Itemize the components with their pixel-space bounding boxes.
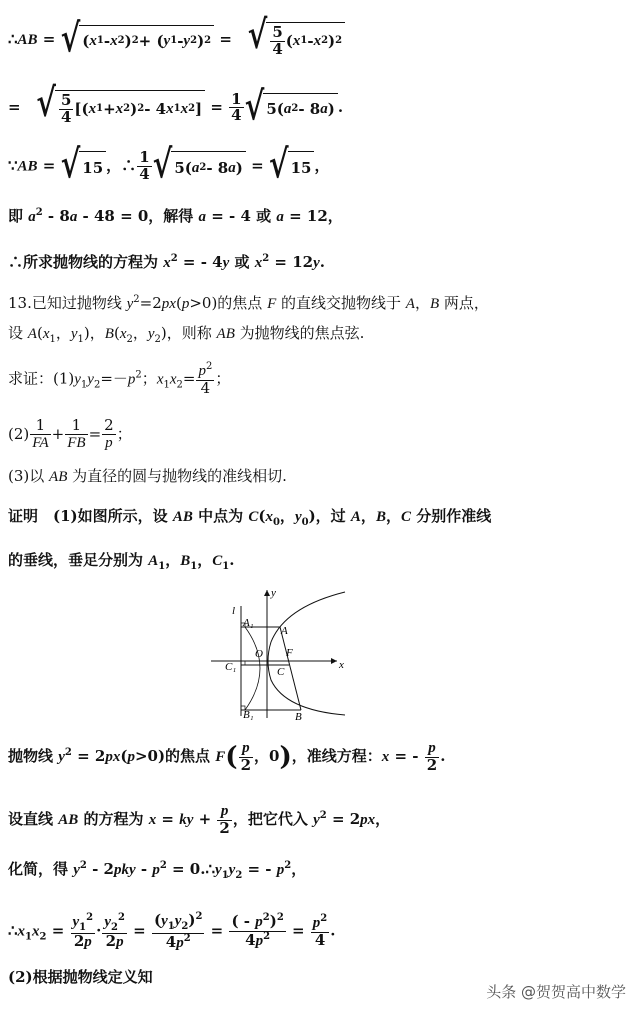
line-ab-equation: 设直线 AB 的方程为 x = ky + $\frac{p}{2}$ ，把它代入 $y^2 = 2px$， (8, 803, 391, 837)
eq2-render: = √ $\frac{5}{4}$ [( x 1 + x 2 ) 2 - 4 x 1 x 2 ] = $\frac{1}{4}$ √ 5( a 2 - 8 a ) . (8, 80, 344, 130)
parabola-figure (205, 582, 355, 722)
problem-13-statement: 13.已知过抛物线 $y^2=2px(p>0)$的焦点 F 的直线交抛物线于 A，B 两点， (8, 294, 489, 312)
proof-intro: 证明 (1)如图所示，设 AB 中点为 $C(x_0$，$y_0$)，过 A，B，C 分别作准线 (8, 507, 492, 528)
eq3-render: ∵AB = √ 15 ，∴ $\frac{1}{4}$ √ 5( a 2 - 8 a ) = √ 15 ， (8, 142, 330, 189)
label-B: B (295, 711, 302, 722)
label-A1: A₁ (243, 617, 254, 629)
problem-13-definition: 设 $A(x_1$，$y_1$)，$B(x_2$，$y_2$)，则称 AB 为抛物线的焦点弦. (8, 324, 365, 345)
focus-and-directrix: 抛物线 $y^2 = 2px(p>0)$的焦点 F( $\frac{p}{2}$ ，0)，准线方程：x = - $\frac{p}{2}$ . (8, 740, 446, 774)
parabola-curve (268, 592, 345, 715)
label-F: F (286, 647, 293, 659)
prove-part-2: (2) $\frac{1}{FA}$ + $\frac{1}{FB}$ = $\frac{2}{p}$ ； (8, 416, 132, 451)
watermark: 头条 @贺贺高中数学 (486, 983, 626, 1001)
simplify-step: 化简，得 $y^2 - 2pky - p^2$ = $0.\therefore y_1y_2$ = - $p^2$， (8, 860, 307, 881)
label-C: C (277, 666, 285, 678)
label-A: A (281, 625, 288, 637)
part-2-start: (2)根据抛物线定义知 (8, 968, 153, 986)
label-x: x (339, 659, 344, 671)
x1x2-derivation: $\therefore x_1x_2$ = $\frac{y_1^2}{2p}$ · $\frac{y_2^2}{2p}$ = $\frac{(y_1y_2)^2}{4p^2}$ = $\frac{( - p^2)^2}{4p^2}$ = $\frac{p^2}{4}$ . (8, 911, 336, 951)
label-l: l (232, 605, 236, 617)
prove-part-3: (3)以 AB 为直径的圆与抛物线的准线相切. (8, 467, 287, 485)
eq4-render: 即 $a^2 - 8a - 48 = 0$，解得 a = - 4 或 a = 12， (8, 207, 343, 225)
prove-part-1: 求证：$(1)y_1y_2=-p^2$；$x_1x_2=$ $\frac{p^2}{4}$ ； (8, 361, 231, 397)
label-y: y (271, 587, 276, 599)
proof-perpendiculars: 的垂线，垂足分别为 $A_1$，$B_1$，$C_1$. (8, 551, 235, 572)
eq5-render: ∴所求抛物线的方程为 $x^2$ = - 4y 或 $x^2 = 12y$. (8, 253, 325, 271)
eq1-render: ∴AB = √ ( x 1 - x 2 ) 2 + ( y 1 - y 2 ) 2 = √ $\frac{5}{4}$ ( x 1 - x 2 ) 2 (8, 22, 632, 58)
label-B1: B₁ (243, 709, 254, 721)
label-C1: C₁ (225, 661, 237, 673)
label-O: O (255, 648, 263, 660)
